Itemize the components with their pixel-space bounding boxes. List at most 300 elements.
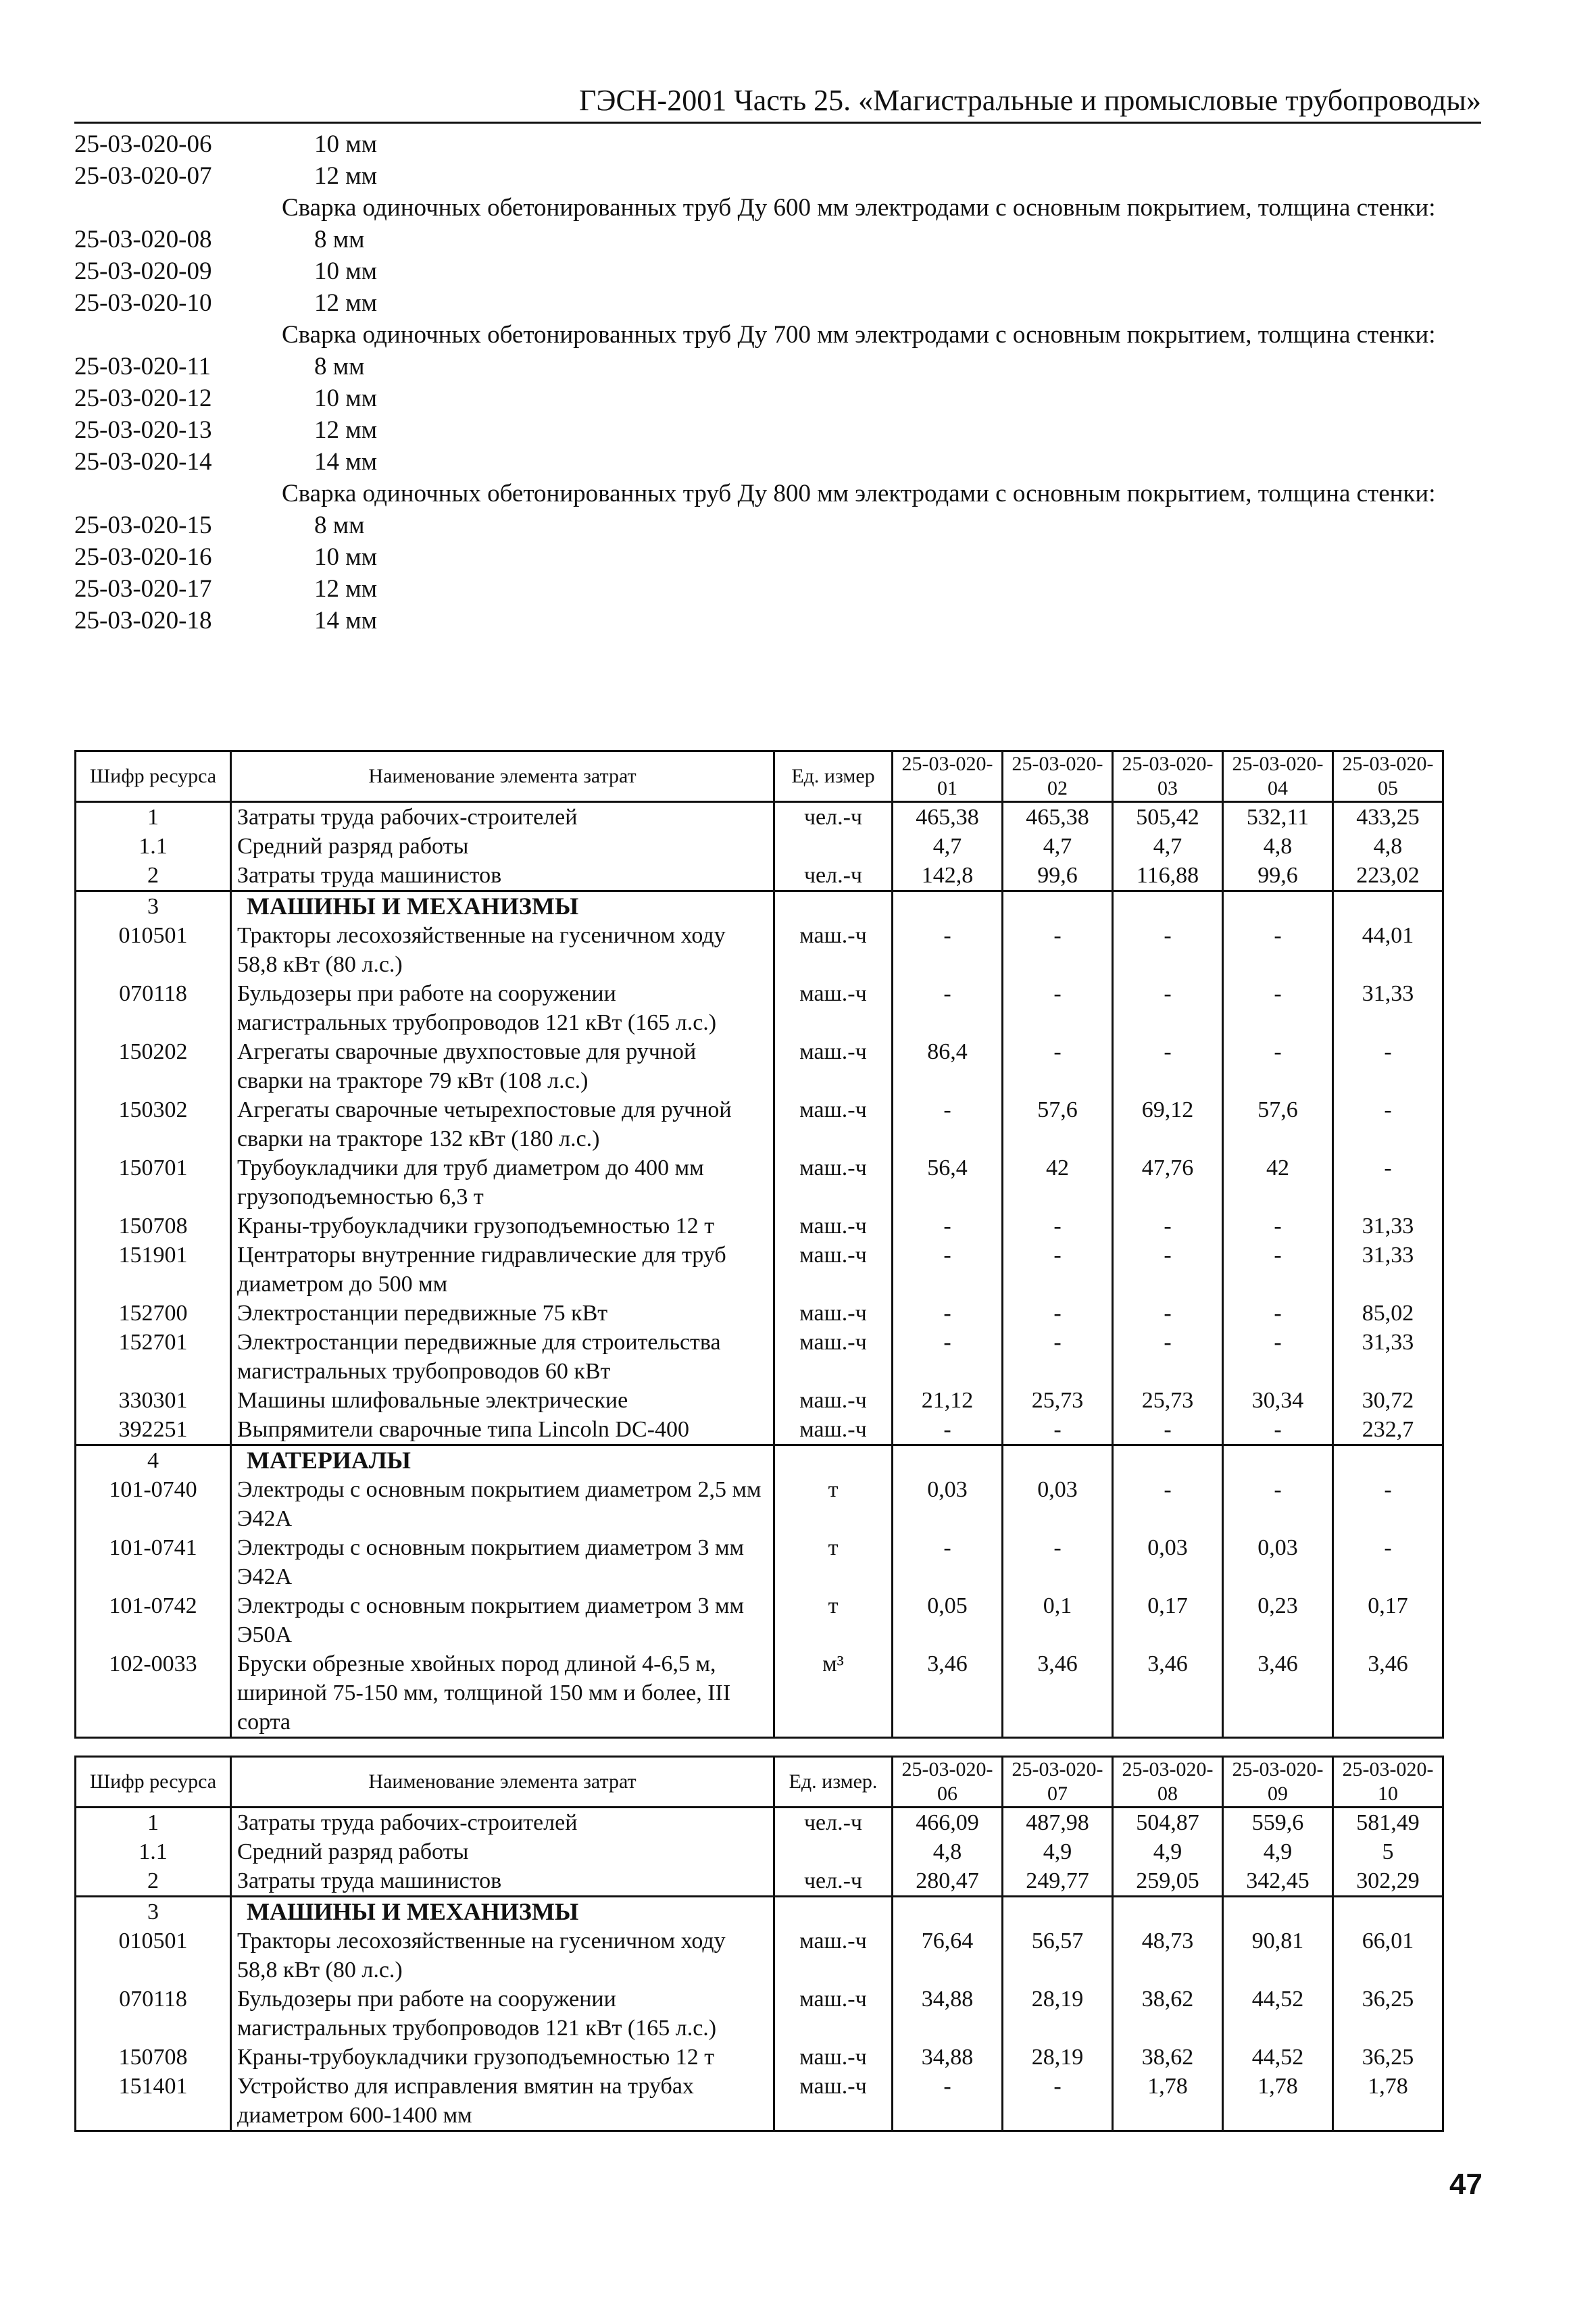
norm-value — [893, 891, 1003, 922]
header-norm: 25-03-020-03 — [1113, 751, 1223, 802]
unit: м³ — [774, 1649, 893, 1738]
resource-code: 1.1 — [76, 1837, 231, 1866]
norm-value: 25,73 — [1113, 1386, 1223, 1415]
unit: т — [774, 1591, 893, 1649]
norm-value: 4,7 — [1003, 832, 1113, 861]
norm-value: 1,78 — [1333, 2072, 1443, 2131]
norm-value: 57,6 — [1003, 1095, 1113, 1153]
code-number: 25-03-020-18 — [74, 607, 212, 634]
table-row — [76, 1475, 1443, 1533]
norm-value: 36,25 — [1333, 1985, 1443, 2043]
header-unit: Ед. измер — [774, 751, 893, 802]
table-row — [76, 1095, 1443, 1153]
resource-code: 4 — [76, 1445, 231, 1476]
norm-value: 4,7 — [893, 832, 1003, 861]
code-item — [74, 446, 1487, 478]
section-description: Сварка одиночных обетонированных труб Ду 700 мм электродами с основным покрытием, толщина стенки: — [282, 321, 1436, 349]
code-number: 25-03-020-09 — [74, 257, 212, 285]
norm-value: 31,33 — [1333, 979, 1443, 1037]
norm-value: - — [893, 1299, 1003, 1328]
norm-value: 90,81 — [1223, 1926, 1333, 1985]
code-number: 25-03-020-14 — [74, 448, 212, 476]
norm-value: 1,78 — [1113, 2072, 1223, 2131]
cost-element-name: Центраторы внутренние гидравлические для труб диаметром до 500 мм — [231, 1241, 774, 1299]
resource-code: 102-0033 — [76, 1649, 231, 1738]
code-item — [74, 382, 1487, 414]
norm-value: - — [893, 979, 1003, 1037]
norm-value: 249,77 — [1003, 1866, 1113, 1897]
code-thickness: 12 мм — [314, 416, 378, 444]
norm-value: - — [1223, 1328, 1333, 1386]
table-row — [76, 1386, 1443, 1415]
table-row — [76, 1153, 1443, 1212]
table-row — [76, 921, 1443, 979]
norm-value — [1113, 1445, 1223, 1476]
norm-value: - — [1113, 1299, 1223, 1328]
code-item — [74, 573, 1487, 605]
cost-element-name: Электроды с основным покрытием диаметром 3 мм Э50А — [231, 1591, 774, 1649]
norm-value: 44,01 — [1333, 921, 1443, 979]
code-thickness: 8 мм — [314, 512, 365, 539]
resource-code: 2 — [76, 861, 231, 891]
code-item — [74, 541, 1487, 573]
header-norm: 25-03-020-02 — [1003, 751, 1113, 802]
code-item — [74, 414, 1487, 446]
page-header-title: ГЭСН-2001 Часть 25. «Магистральные и промысловые трубопроводы» — [578, 84, 1481, 117]
norm-value: - — [1223, 1299, 1333, 1328]
unit: маш.-ч — [774, 1153, 893, 1212]
section-title: МАШИНЫ И МЕХАНИЗМЫ — [231, 1897, 774, 1927]
table-row — [76, 1926, 1443, 1985]
unit — [774, 1897, 893, 1927]
norm-value — [1223, 1897, 1333, 1927]
header-norm: 25-03-020-09 — [1223, 1757, 1333, 1808]
norm-value: - — [1223, 1415, 1333, 1445]
code-thickness: 14 мм — [314, 448, 378, 476]
norm-value: - — [1003, 1212, 1113, 1241]
norm-value: 342,45 — [1223, 1866, 1333, 1897]
norm-value: 4,8 — [893, 1837, 1003, 1866]
norm-value: 0,17 — [1113, 1591, 1223, 1649]
unit: маш.-ч — [774, 1095, 893, 1153]
resource-code: 3 — [76, 891, 231, 922]
cost-element-name: Машины шлифовальные электрические — [231, 1386, 774, 1415]
section-title: МАШИНЫ И МЕХАНИЗМЫ — [231, 891, 774, 922]
cost-element-name: Затраты труда машинистов — [231, 1866, 774, 1897]
norm-value: - — [1113, 1328, 1223, 1386]
page-header — [74, 80, 1481, 124]
norm-value: - — [1113, 1415, 1223, 1445]
norm-value: 433,25 — [1333, 802, 1443, 832]
unit: маш.-ч — [774, 1386, 893, 1415]
norm-value: - — [1003, 1415, 1113, 1445]
cost-element-name: Тракторы лесохозяйственные на гусеничном ходу 58,8 кВт (80 л.с.) — [231, 1926, 774, 1985]
norm-value: - — [1223, 1475, 1333, 1533]
table-row — [76, 1212, 1443, 1241]
code-thickness: 8 мм — [314, 353, 365, 380]
norm-value: - — [893, 1328, 1003, 1386]
norm-value: - — [1003, 1037, 1113, 1095]
table-row — [76, 1985, 1443, 2043]
norm-value: - — [1113, 921, 1223, 979]
norm-value: - — [1333, 1153, 1443, 1212]
unit: маш.-ч — [774, 2043, 893, 2072]
unit: маш.-ч — [774, 1037, 893, 1095]
table-row — [76, 1533, 1443, 1591]
code-item — [74, 509, 1487, 541]
code-number: 25-03-020-11 — [74, 353, 211, 380]
norm-value — [1333, 1445, 1443, 1476]
cost-element-name: Средний разряд работы — [231, 1837, 774, 1866]
unit — [774, 891, 893, 922]
norm-value: 86,4 — [893, 1037, 1003, 1095]
resource-code: 330301 — [76, 1386, 231, 1415]
code-thickness: 10 мм — [314, 130, 378, 158]
cost-element-name: Бульдозеры при работе на сооружении магистральных трубопроводов 121 кВт (165 л.с.) — [231, 1985, 774, 2043]
norm-value: 38,62 — [1113, 1985, 1223, 2043]
norm-value: 47,76 — [1113, 1153, 1223, 1212]
code-thickness: 10 мм — [314, 257, 378, 285]
norm-value: 28,19 — [1003, 1985, 1113, 2043]
norm-value: - — [1113, 979, 1223, 1037]
table-row — [76, 1299, 1443, 1328]
norm-value: 532,11 — [1223, 802, 1333, 832]
unit: т — [774, 1475, 893, 1533]
unit: маш.-ч — [774, 1212, 893, 1241]
header-norm: 25-03-020-10 — [1333, 1757, 1443, 1808]
unit: маш.-ч — [774, 1299, 893, 1328]
norm-value: - — [893, 2072, 1003, 2131]
norm-value: 56,4 — [893, 1153, 1003, 1212]
norm-value: - — [1223, 1212, 1333, 1241]
header-unit: Ед. измер. — [774, 1757, 893, 1808]
header-norm: 25-03-020-07 — [1003, 1757, 1113, 1808]
norm-value — [1333, 891, 1443, 922]
cost-element-name: Агрегаты сварочные двухпостовые для ручной сварки на тракторе 79 кВт (108 л.с.) — [231, 1037, 774, 1095]
norm-value: 4,9 — [1223, 1837, 1333, 1866]
norm-value: 44,52 — [1223, 2043, 1333, 2072]
norm-value: 38,62 — [1113, 2043, 1223, 2072]
norm-value: - — [893, 1095, 1003, 1153]
header-norm: 25-03-020-04 — [1223, 751, 1333, 802]
norm-value: 0,1 — [1003, 1591, 1113, 1649]
norm-value: 559,6 — [1223, 1808, 1333, 1838]
section-row — [76, 1445, 1443, 1476]
resource-code: 152700 — [76, 1299, 231, 1328]
table-row — [76, 1241, 1443, 1299]
norm-value: - — [1333, 1037, 1443, 1095]
unit: маш.-ч — [774, 1241, 893, 1299]
resource-code: 151401 — [76, 2072, 231, 2131]
norm-value: 57,6 — [1223, 1095, 1333, 1153]
resource-code: 150708 — [76, 1212, 231, 1241]
norm-value: - — [1223, 979, 1333, 1037]
table-row — [76, 1866, 1443, 1897]
cost-element-name: Краны-трубоукладчики грузоподъемностью 12 т — [231, 1212, 774, 1241]
norm-value: 466,09 — [893, 1808, 1003, 1838]
code-item — [74, 128, 1487, 160]
resource-code: 101-0741 — [76, 1533, 231, 1591]
norm-value: 0,17 — [1333, 1591, 1443, 1649]
table-row — [76, 1415, 1443, 1445]
table-row — [76, 1808, 1443, 1838]
norm-value: 465,38 — [1003, 802, 1113, 832]
page-number: 47 — [1449, 2168, 1482, 2201]
norm-value: 34,88 — [893, 1985, 1003, 2043]
norm-value: 4,8 — [1223, 832, 1333, 861]
norm-value: 34,88 — [893, 2043, 1003, 2072]
resource-code: 010501 — [76, 1926, 231, 1985]
unit: чел.-ч — [774, 1808, 893, 1838]
unit: маш.-ч — [774, 1328, 893, 1386]
norm-value: - — [1003, 2072, 1113, 2131]
header-resource-code: Шифр ресурса — [76, 1757, 231, 1808]
norm-value — [1223, 1445, 1333, 1476]
header-norm: 25-03-020-06 — [893, 1757, 1003, 1808]
cost-element-name: Тракторы лесохозяйственные на гусеничном ходу 58,8 кВт (80 л.с.) — [231, 921, 774, 979]
norm-value: 223,02 — [1333, 861, 1443, 891]
table-header-row — [76, 1757, 1443, 1808]
unit: маш.-ч — [774, 2072, 893, 2131]
norm-value: 48,73 — [1113, 1926, 1223, 1985]
code-thickness: 10 мм — [314, 384, 378, 412]
table-row — [76, 832, 1443, 861]
cost-element-name: Электроды с основным покрытием диаметром 2,5 мм Э42А — [231, 1475, 774, 1533]
norm-value: 1,78 — [1223, 2072, 1333, 2131]
section-row — [76, 1897, 1443, 1927]
norm-value: - — [1223, 1037, 1333, 1095]
cost-element-name: Бульдозеры при работе на сооружении магистральных трубопроводов 121 кВт (165 л.с.) — [231, 979, 774, 1037]
code-item — [74, 287, 1487, 319]
unit: маш.-ч — [774, 1985, 893, 2043]
norm-value — [1333, 1897, 1443, 1927]
section-description: Сварка одиночных обетонированных труб Ду 600 мм электродами с основным покрытием, толщина стенки: — [282, 194, 1436, 222]
code-number: 25-03-020-17 — [74, 575, 212, 603]
norm-value: 232,7 — [1333, 1415, 1443, 1445]
resource-code: 152701 — [76, 1328, 231, 1386]
norm-value: 4,8 — [1333, 832, 1443, 861]
norm-value: 0,03 — [893, 1475, 1003, 1533]
norm-value: 66,01 — [1333, 1926, 1443, 1985]
cost-element-name: Трубоукладчики для труб диаметром до 400 мм грузоподъемностью 6,3 т — [231, 1153, 774, 1212]
resource-table-1 — [74, 750, 1444, 1739]
cost-element-name: Электростанции передвижные для строительства магистральных трубопроводов 60 кВт — [231, 1328, 774, 1386]
norm-value: 36,25 — [1333, 2043, 1443, 2072]
code-thickness: 10 мм — [314, 543, 378, 571]
norm-value: 302,29 — [1333, 1866, 1443, 1897]
code-number: 25-03-020-08 — [74, 226, 212, 253]
code-item — [74, 605, 1487, 637]
norm-value: - — [1003, 921, 1113, 979]
norm-value: 4,9 — [1003, 1837, 1113, 1866]
norm-value: - — [1113, 1037, 1223, 1095]
resource-code: 1 — [76, 802, 231, 832]
unit — [774, 1445, 893, 1476]
resource-code: 3 — [76, 1897, 231, 1927]
resource-code: 070118 — [76, 1985, 231, 2043]
header-cost-element: Наименование элемента затрат — [231, 1757, 774, 1808]
code-number: 25-03-020-10 — [74, 289, 212, 317]
resource-code: 151901 — [76, 1241, 231, 1299]
norm-value: 4,7 — [1113, 832, 1223, 861]
norm-value: 25,73 — [1003, 1386, 1113, 1415]
code-item — [74, 160, 1487, 192]
header-norm: 25-03-020-08 — [1113, 1757, 1223, 1808]
norm-value: 21,12 — [893, 1386, 1003, 1415]
table-header-row — [76, 751, 1443, 802]
cost-element-name: Электроды с основным покрытием диаметром 3 мм Э42А — [231, 1533, 774, 1591]
cost-element-name: Выпрямители сварочные типа Lincoln DC-400 — [231, 1415, 774, 1445]
norm-value: 44,52 — [1223, 1985, 1333, 2043]
cost-element-name: Электростанции передвижные 75 кВт — [231, 1299, 774, 1328]
norm-value: 42 — [1003, 1153, 1113, 1212]
resource-code: 150708 — [76, 2043, 231, 2072]
unit: маш.-ч — [774, 979, 893, 1037]
resource-code: 070118 — [76, 979, 231, 1037]
header-resource-code: Шифр ресурса — [76, 751, 231, 802]
unit: чел.-ч — [774, 861, 893, 891]
code-item — [74, 224, 1487, 255]
norm-value: 3,46 — [1003, 1649, 1113, 1738]
norm-value: 259,05 — [1113, 1866, 1223, 1897]
code-thickness: 12 мм — [314, 289, 378, 317]
unit: т — [774, 1533, 893, 1591]
norm-value: 30,34 — [1223, 1386, 1333, 1415]
resource-code: 010501 — [76, 921, 231, 979]
norm-value — [1113, 891, 1223, 922]
norm-value: 56,57 — [1003, 1926, 1113, 1985]
code-number: 25-03-020-12 — [74, 384, 212, 412]
table-row — [76, 1037, 1443, 1095]
norm-value: 0,03 — [1003, 1475, 1113, 1533]
table-row — [76, 1328, 1443, 1386]
code-number: 25-03-020-13 — [74, 416, 212, 444]
header-cost-element: Наименование элемента затрат — [231, 751, 774, 802]
norm-value: 465,38 — [893, 802, 1003, 832]
norm-value: - — [1003, 1241, 1113, 1299]
table-row — [76, 802, 1443, 832]
table-row — [76, 2043, 1443, 2072]
norm-value: 0,05 — [893, 1591, 1003, 1649]
norm-value: - — [1113, 1212, 1223, 1241]
norm-value: - — [893, 1212, 1003, 1241]
norm-value — [1003, 891, 1113, 922]
resource-code: 150202 — [76, 1037, 231, 1095]
code-number: 25-03-020-15 — [74, 512, 212, 539]
norm-value: - — [1003, 1328, 1113, 1386]
code-number: 25-03-020-06 — [74, 130, 212, 158]
cost-element-name: Бруски обрезные хвойных пород длиной 4-6,5 м, шириной 75-150 мм, толщиной 150 мм и более, III сорта — [231, 1649, 774, 1738]
norm-value — [893, 1897, 1003, 1927]
code-number: 25-03-020-16 — [74, 543, 212, 571]
cost-element-name: Краны-трубоукладчики грузоподъемностью 12 т — [231, 2043, 774, 2072]
norm-value: 31,33 — [1333, 1241, 1443, 1299]
norm-value: 3,46 — [893, 1649, 1003, 1738]
norm-value: 504,87 — [1113, 1808, 1223, 1838]
resource-table-2 — [74, 1756, 1444, 2132]
header-norm: 25-03-020-05 — [1333, 751, 1443, 802]
section-row — [76, 891, 1443, 922]
norm-value: 76,64 — [893, 1926, 1003, 1985]
norm-value: - — [893, 921, 1003, 979]
resource-code: 150701 — [76, 1153, 231, 1212]
norm-value: - — [893, 1533, 1003, 1591]
norm-value: 99,6 — [1223, 861, 1333, 891]
norm-value: 69,12 — [1113, 1095, 1223, 1153]
header-norm: 25-03-020-01 — [893, 751, 1003, 802]
section-title: МАТЕРИАЛЫ — [231, 1445, 774, 1476]
norm-value: - — [1003, 1533, 1113, 1591]
table-row — [76, 1591, 1443, 1649]
section-description: Сварка одиночных обетонированных труб Ду 800 мм электродами с основным покрытием, толщина стенки: — [282, 480, 1436, 507]
table-row — [76, 1837, 1443, 1866]
norm-value: - — [1223, 1241, 1333, 1299]
resource-code: 101-0740 — [76, 1475, 231, 1533]
code-item — [74, 351, 1487, 382]
norm-value: - — [1333, 1095, 1443, 1153]
norm-value: - — [893, 1415, 1003, 1445]
norm-value: 31,33 — [1333, 1328, 1443, 1386]
resource-code: 1.1 — [76, 832, 231, 861]
norm-value: - — [1333, 1533, 1443, 1591]
norm-value: 142,8 — [893, 861, 1003, 891]
norm-value: 0,23 — [1223, 1591, 1333, 1649]
norm-value — [893, 1445, 1003, 1476]
norm-value: 581,49 — [1333, 1808, 1443, 1838]
resource-code: 101-0742 — [76, 1591, 231, 1649]
table-row — [76, 1649, 1443, 1738]
norm-value: 0,03 — [1223, 1533, 1333, 1591]
norm-value: - — [1223, 921, 1333, 979]
cost-element-name: Затраты труда рабочих-строителей — [231, 802, 774, 832]
norm-value: - — [1113, 1241, 1223, 1299]
table-row — [76, 2072, 1443, 2131]
cost-element-name: Агрегаты сварочные четырехпостовые для ручной сварки на тракторе 132 кВт (180 л.с.) — [231, 1095, 774, 1153]
resource-code: 150302 — [76, 1095, 231, 1153]
norm-value: 505,42 — [1113, 802, 1223, 832]
norm-value: 30,72 — [1333, 1386, 1443, 1415]
resource-code: 1 — [76, 1808, 231, 1838]
unit — [774, 832, 893, 861]
norm-value: - — [1003, 1299, 1113, 1328]
norm-value: 99,6 — [1003, 861, 1113, 891]
unit: маш.-ч — [774, 1415, 893, 1445]
norm-value: - — [1333, 1475, 1443, 1533]
norm-value: - — [1003, 979, 1113, 1037]
resource-code: 2 — [76, 1866, 231, 1897]
cost-element-name: Затраты труда машинистов — [231, 861, 774, 891]
code-thickness: 12 мм — [314, 162, 378, 190]
norm-value: 28,19 — [1003, 2043, 1113, 2072]
norm-value: 42 — [1223, 1153, 1333, 1212]
cost-element-name: Средний разряд работы — [231, 832, 774, 861]
resource-code: 392251 — [76, 1415, 231, 1445]
norm-value — [1223, 891, 1333, 922]
norm-value: 116,88 — [1113, 861, 1223, 891]
code-list — [74, 128, 1487, 637]
code-item — [74, 255, 1487, 287]
norm-value: 0,03 — [1113, 1533, 1223, 1591]
unit: маш.-ч — [774, 921, 893, 979]
norm-value: 85,02 — [1333, 1299, 1443, 1328]
norm-value: - — [1113, 1475, 1223, 1533]
norm-value: 31,33 — [1333, 1212, 1443, 1241]
table-row — [76, 861, 1443, 891]
unit — [774, 1837, 893, 1866]
norm-value: 487,98 — [1003, 1808, 1113, 1838]
unit: чел.-ч — [774, 802, 893, 832]
norm-value: 3,46 — [1333, 1649, 1443, 1738]
